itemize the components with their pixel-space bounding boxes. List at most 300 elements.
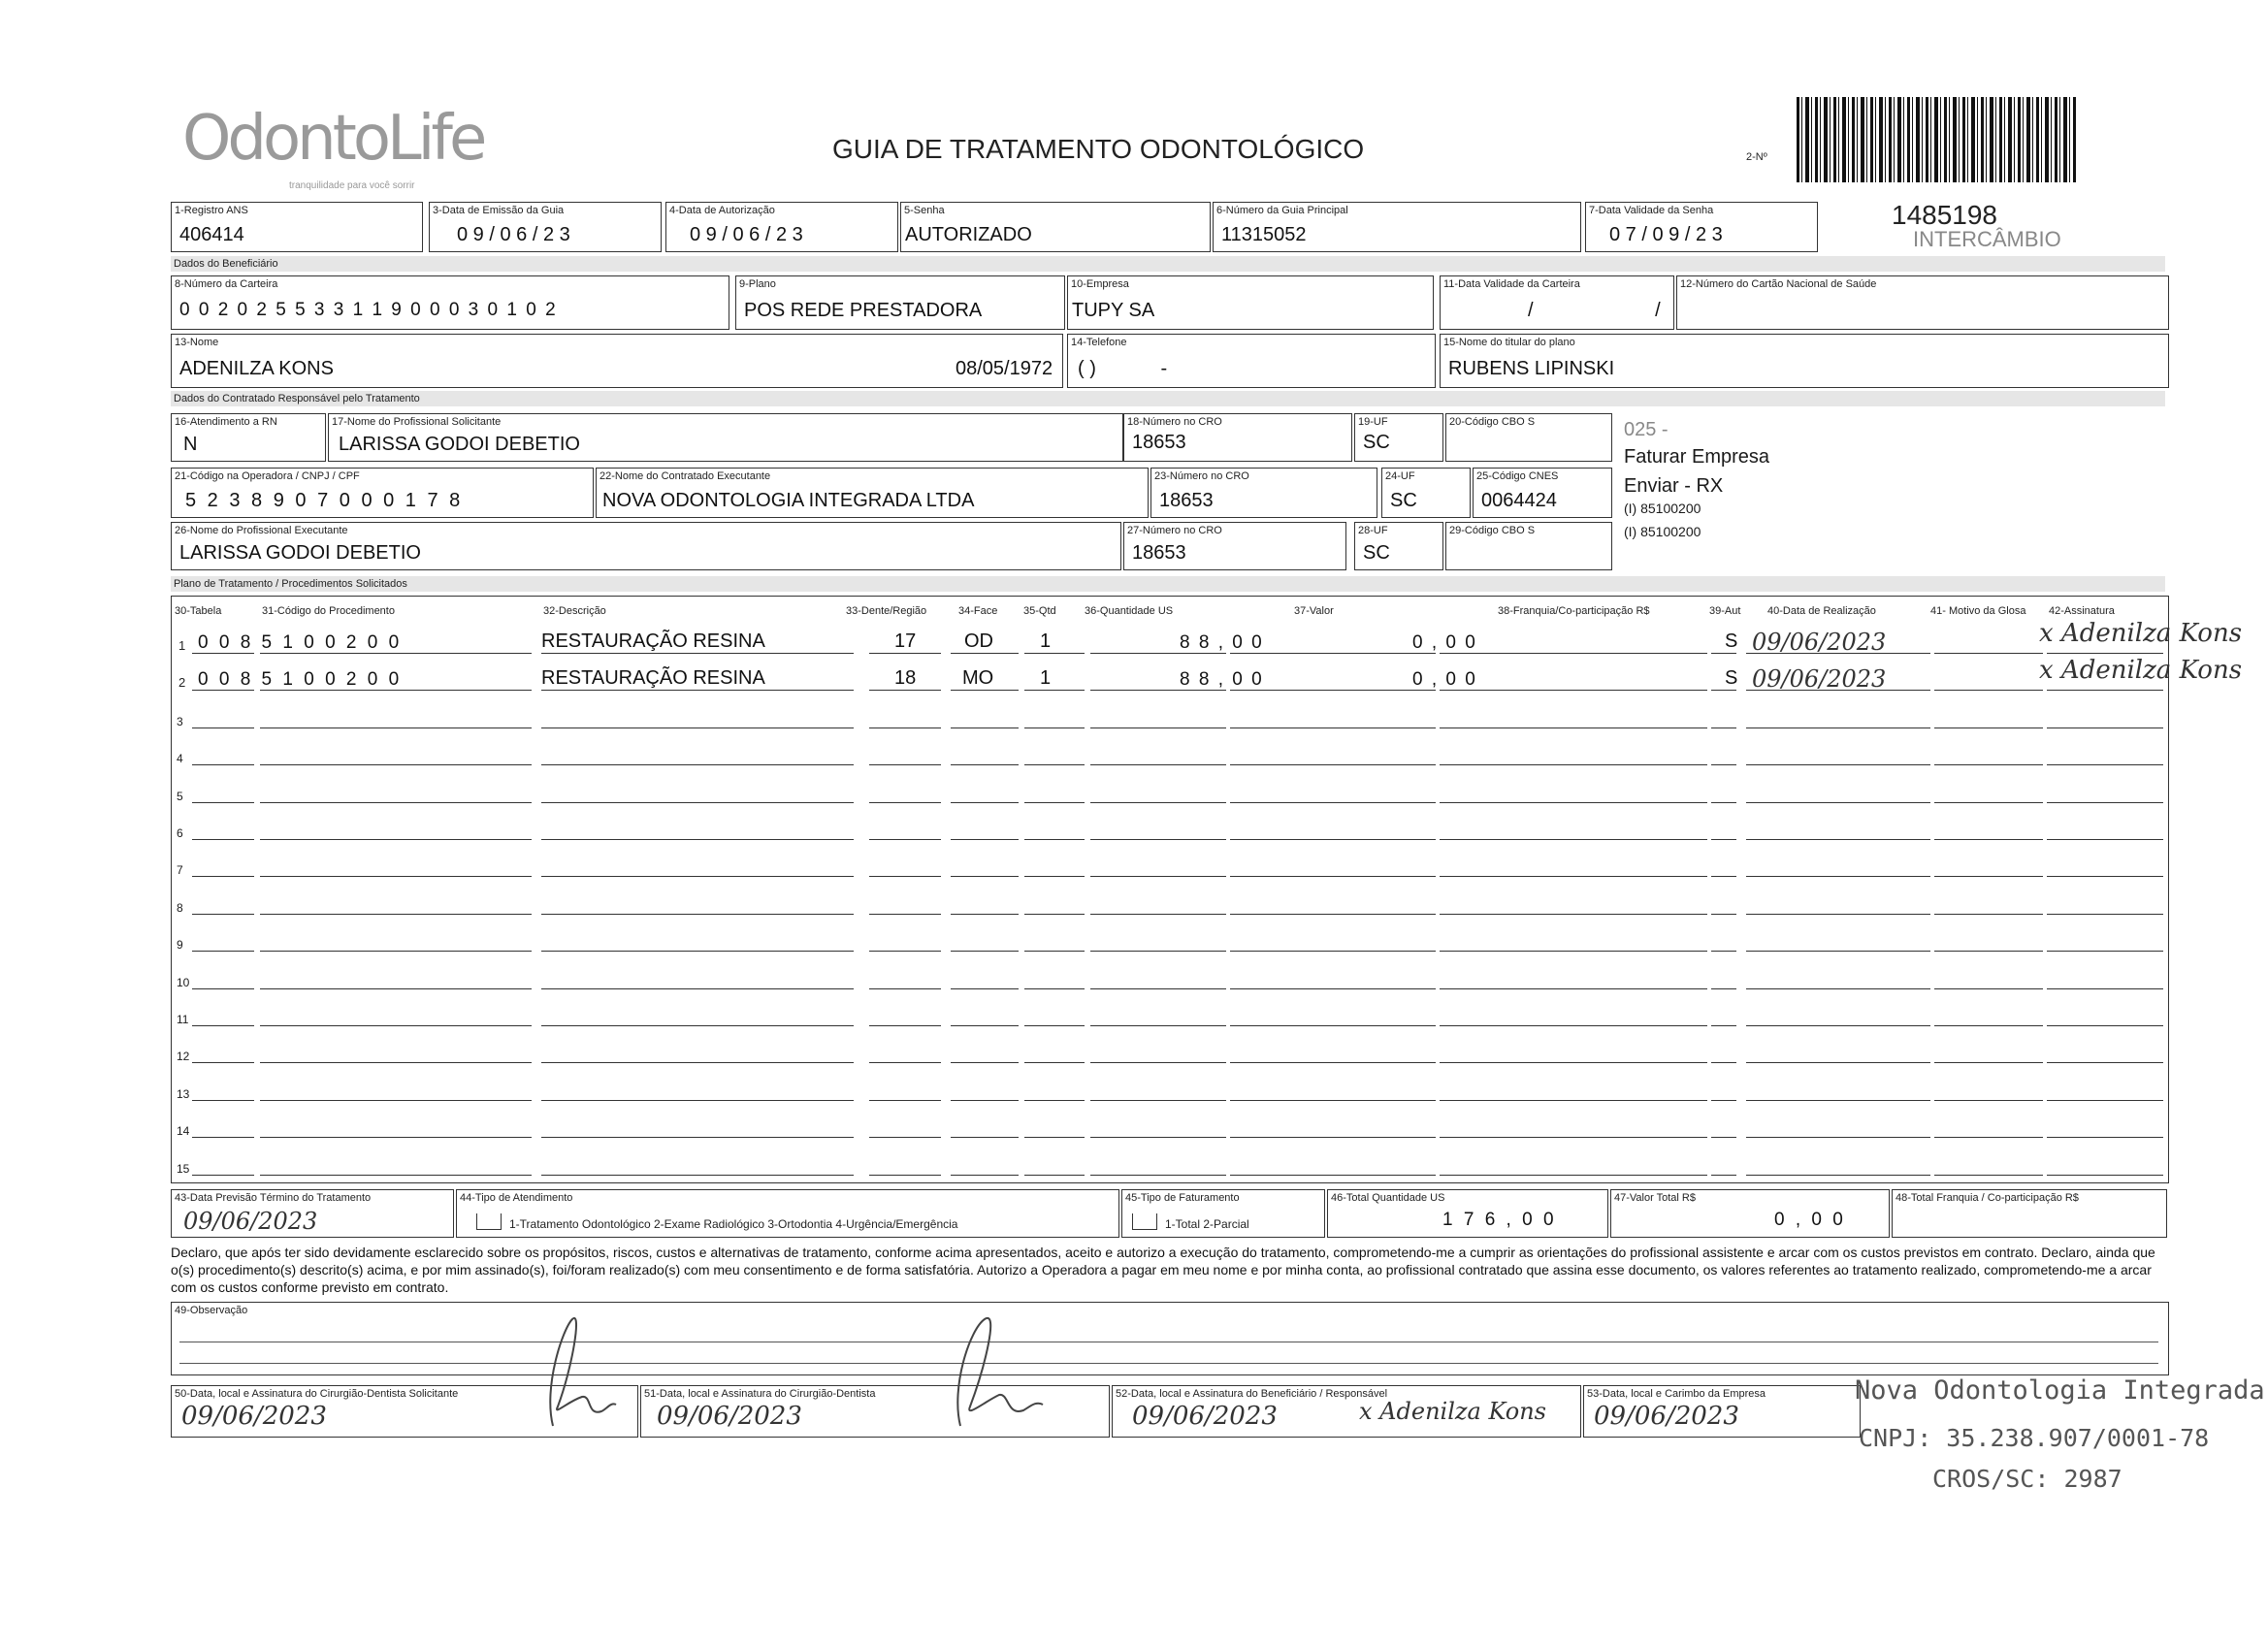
table-cell-line bbox=[2047, 790, 2163, 803]
table-cell-line bbox=[1746, 640, 1930, 654]
table-cell-line bbox=[951, 1087, 1019, 1101]
nascimento-value: 08/05/1972 bbox=[956, 358, 1053, 379]
table-cell-line bbox=[541, 752, 854, 765]
prof-solicitante-value: LARISSA GODOI DEBETIO bbox=[339, 434, 580, 455]
table-cell-line bbox=[1711, 1050, 1736, 1063]
table-cell-line bbox=[1746, 826, 1930, 840]
field-nome: 13-Nome ADENILZA KONS 08/05/1972 bbox=[171, 334, 1063, 388]
table-cell-line bbox=[1230, 715, 1436, 728]
table-cell-line bbox=[1711, 938, 1736, 952]
previsao-value: 09/06/2023 bbox=[183, 1208, 318, 1235]
table-cell-line bbox=[1746, 715, 1930, 728]
table-cell-line bbox=[541, 790, 854, 803]
table-cell-line bbox=[869, 640, 941, 654]
table-cell-line bbox=[1711, 826, 1736, 840]
note-faturar: Faturar Empresa bbox=[1624, 446, 1770, 468]
table-cell-line bbox=[951, 677, 1019, 691]
procedure-row-1: 1 0 0 8 5 1 0 0 2 0 0 RESTAURAÇÃO RESINA 17 OD 1 8 8 , 0 0 0 , 0 0 S 09/06/2023 x Adenilza Kons bbox=[178, 619, 2243, 656]
proc-qtd: 1 bbox=[1040, 667, 1052, 689]
titular-value: RUBENS LIPINSKI bbox=[1448, 358, 1615, 379]
field-cro-18: 18-Número no CRO 18653 bbox=[1123, 413, 1352, 462]
proc-date: 09/06/2023 bbox=[1752, 629, 1887, 656]
table-cell-line bbox=[260, 863, 532, 877]
table-cell-line bbox=[1934, 752, 2043, 765]
table-cell-line bbox=[1230, 938, 1436, 952]
field-cro-23: 23-Número no CRO 18653 bbox=[1150, 468, 1377, 518]
signature-box-52: 52-Data, local e Assinatura do Beneficiário / Responsável 09/06/2023 x Adenilza Kons bbox=[1112, 1385, 1581, 1438]
table-cell-line bbox=[951, 715, 1019, 728]
table-cell-line bbox=[541, 640, 854, 654]
table-cell-line bbox=[541, 1087, 854, 1101]
dentist-signature-2 bbox=[931, 1310, 1048, 1436]
field-valor-total: 47-Valor Total R$ 0 , 0 0 bbox=[1610, 1189, 1890, 1238]
stamp-cros: CROS/SC: 2987 bbox=[1932, 1465, 2122, 1493]
table-cell-line bbox=[1934, 715, 2043, 728]
table-cell-line bbox=[1934, 826, 2043, 840]
table-cell-line bbox=[541, 1013, 854, 1026]
table-cell-line bbox=[1024, 752, 1085, 765]
table-cell-line bbox=[1090, 1087, 1226, 1101]
th-tabela: 30-Tabela bbox=[175, 605, 222, 617]
table-cell-line bbox=[1934, 1162, 2043, 1176]
table-cell-line bbox=[192, 976, 254, 989]
prof-executante-value: LARISSA GODOI DEBETIO bbox=[179, 542, 421, 564]
table-cell-line bbox=[192, 1162, 254, 1176]
table-cell-line bbox=[1440, 640, 1707, 654]
table-cell-line bbox=[2047, 752, 2163, 765]
field-titular: 15-Nome do titular do plano RUBENS LIPINSKI bbox=[1440, 334, 2169, 388]
table-cell-line bbox=[1024, 640, 1085, 654]
field-guia-principal: 6-Número da Guia Principal 11315052 bbox=[1213, 202, 1581, 252]
table-cell-line bbox=[192, 640, 254, 654]
table-cell-line bbox=[192, 752, 254, 765]
table-cell-line bbox=[1230, 863, 1436, 877]
proc-date: 09/06/2023 bbox=[1752, 665, 1887, 693]
field-contratado: 22-Nome do Contratado Executante NOVA ODONTOLOGIA INTEGRADA LTDA bbox=[596, 468, 1149, 518]
table-cell-line bbox=[1024, 1050, 1085, 1063]
table-cell-line bbox=[2047, 1050, 2163, 1063]
field-cod-operadora: 21-Código na Operadora / CNPJ / CPF 5 2 3 8 9 0 7 0 0 0 1 7 8 bbox=[171, 468, 594, 518]
table-cell-line bbox=[951, 863, 1019, 877]
proc-code: 0 0 8 5 1 0 0 2 0 0 bbox=[198, 669, 403, 690]
table-cell-line bbox=[1711, 901, 1736, 915]
table-cell-line bbox=[1934, 938, 2043, 952]
field-numero-carteira: 8-Número da Carteira 0 0 2 0 2 5 5 3 3 1 1 9 0 0 0 3 0 1 0 2 bbox=[171, 275, 729, 330]
table-cell-line bbox=[260, 1013, 532, 1026]
tipo-atendimento-checkbox[interactable] bbox=[476, 1213, 502, 1230]
table-cell-line bbox=[541, 938, 854, 952]
table-cell-line bbox=[869, 715, 941, 728]
field-registro-ans: 1-Registro ANS 406414 bbox=[171, 202, 423, 252]
proc-code: 0 0 8 5 1 0 0 2 0 0 bbox=[198, 632, 403, 653]
logo-tagline: tranquilidade para você sorrir bbox=[289, 180, 415, 191]
table-cell-line bbox=[1230, 790, 1436, 803]
table-cell-line bbox=[192, 790, 254, 803]
table-cell-line bbox=[260, 677, 532, 691]
field-senha: 5-Senha AUTORIZADO bbox=[900, 202, 1211, 252]
atendimento-rn-value: N bbox=[183, 434, 198, 455]
table-cell-line bbox=[541, 1124, 854, 1138]
table-cell-line bbox=[951, 901, 1019, 915]
field-cnes: 25-Código CNES 0064424 bbox=[1473, 468, 1612, 518]
table-cell-line bbox=[1711, 976, 1736, 989]
logo-text: OdontoLife bbox=[182, 103, 484, 175]
table-cell-line bbox=[2047, 1162, 2163, 1176]
field-uf-24: 24-UF SC bbox=[1381, 468, 1471, 518]
table-cell-line bbox=[1090, 752, 1226, 765]
table-cell-line bbox=[1746, 938, 1930, 952]
table-cell-line bbox=[1934, 901, 2043, 915]
table-cell-line bbox=[1746, 901, 1930, 915]
table-cell-line bbox=[1230, 640, 1436, 654]
table-cell-line bbox=[541, 826, 854, 840]
table-cell-line bbox=[2047, 826, 2163, 840]
table-cell-line bbox=[1090, 976, 1226, 989]
barcode bbox=[1797, 97, 2078, 182]
table-cell-line bbox=[1230, 677, 1436, 691]
table-cell-line bbox=[1746, 677, 1930, 691]
proc-signature: x Adenilza Kons bbox=[2039, 619, 2243, 648]
table-cell-line bbox=[1440, 976, 1707, 989]
nome-value: ADENILZA KONS bbox=[179, 358, 334, 379]
row-number: 5 bbox=[177, 789, 183, 803]
note-enviar: Enviar - RX bbox=[1624, 475, 1724, 497]
table-cell-line bbox=[1746, 863, 1930, 877]
signature-53-date: 09/06/2023 bbox=[1594, 1402, 1739, 1431]
proc-signature: x Adenilza Kons bbox=[2039, 656, 2243, 685]
intercambio-text: INTERCÂMBIO bbox=[1913, 227, 2061, 251]
table-cell-line bbox=[1440, 677, 1707, 691]
row-number: 3 bbox=[177, 714, 183, 728]
table-cell-line bbox=[1711, 1087, 1736, 1101]
contratado-value: NOVA ODONTOLOGIA INTEGRADA LTDA bbox=[602, 490, 975, 511]
table-cell-line bbox=[1934, 863, 2043, 877]
field-plano: 9-Plano POS REDE PRESTADORA bbox=[735, 275, 1065, 330]
field-telefone: 14-Telefone ( ) - bbox=[1067, 334, 1436, 388]
table-cell-line bbox=[1024, 938, 1085, 952]
table-cell-line bbox=[1711, 1124, 1736, 1138]
table-cell-line bbox=[1934, 1124, 2043, 1138]
table-cell-line bbox=[1934, 1013, 2043, 1026]
proc-aut: S bbox=[1725, 630, 1738, 652]
section-beneficiario: Dados do Beneficiário bbox=[171, 256, 2165, 272]
table-cell-line bbox=[2047, 863, 2163, 877]
table-cell-line bbox=[869, 863, 941, 877]
field-data-emissao: 3-Data de Emissão da Guia 0 9 / 0 6 / 2 3 bbox=[429, 202, 662, 252]
stamp-name: Nova Odontologia Integrada bbox=[1855, 1375, 2265, 1406]
form-title: GUIA DE TRATAMENTO ODONTOLÓGICO bbox=[832, 134, 1365, 164]
table-cell-line bbox=[1230, 1124, 1436, 1138]
table-cell-line bbox=[1746, 1162, 1930, 1176]
table-cell-line bbox=[869, 1124, 941, 1138]
table-cell-line bbox=[869, 790, 941, 803]
row-number: 4 bbox=[177, 752, 183, 766]
table-cell-line bbox=[192, 1013, 254, 1026]
table-cell-line bbox=[1230, 1087, 1436, 1101]
table-cell-line bbox=[951, 1162, 1019, 1176]
table-cell-line bbox=[192, 826, 254, 840]
table-cell-line bbox=[1746, 1087, 1930, 1101]
proc-desc: RESTAURAÇÃO RESINA bbox=[541, 667, 765, 689]
table-cell-line bbox=[951, 790, 1019, 803]
table-cell-line bbox=[1230, 1050, 1436, 1063]
signature-box-50: 50-Data, local e Assinatura do Cirurgião-Dentista Solicitante 09/06/2023 bbox=[171, 1385, 638, 1438]
table-cell-line bbox=[869, 826, 941, 840]
table-cell-line bbox=[1090, 677, 1226, 691]
th-aut: 39-Aut bbox=[1709, 605, 1741, 617]
table-cell-line bbox=[951, 1050, 1019, 1063]
field-tipo-faturamento: 45-Tipo de Faturamento 1-Total 2-Parcial bbox=[1121, 1189, 1325, 1238]
telefone-value: ( ) - bbox=[1078, 358, 1168, 379]
table-cell-line bbox=[192, 938, 254, 952]
th-valor: 37-Valor bbox=[1294, 605, 1334, 617]
table-cell-line bbox=[1711, 715, 1736, 728]
proc-face: MO bbox=[962, 667, 994, 689]
plano-value: POS REDE PRESTADORA bbox=[744, 300, 983, 321]
table-cell-line bbox=[1090, 826, 1226, 840]
table-cell-line bbox=[1024, 677, 1085, 691]
table-cell-line bbox=[192, 677, 254, 691]
table-cell-line bbox=[2047, 640, 2163, 654]
table-cell-line bbox=[1440, 752, 1707, 765]
signature-box-51: 51-Data, local e Assinatura do Cirurgião-Dentista 09/06/2023 bbox=[640, 1385, 1110, 1438]
table-cell-line bbox=[1024, 826, 1085, 840]
registro-ans-value: 406414 bbox=[179, 224, 244, 245]
data-autorizacao-value: 0 9 / 0 6 / 2 3 bbox=[690, 224, 803, 245]
odontolife-logo bbox=[182, 103, 484, 192]
field-observacao[interactable]: 49-Observação bbox=[171, 1302, 2169, 1375]
total-us-value: 1 7 6 , 0 0 bbox=[1442, 1210, 1557, 1230]
table-cell-line bbox=[2047, 1013, 2163, 1026]
field-cro-27: 27-Número no CRO 18653 bbox=[1123, 522, 1346, 570]
table-cell-line bbox=[1440, 1013, 1707, 1026]
row-number: 8 bbox=[177, 900, 183, 915]
table-cell-line bbox=[1440, 715, 1707, 728]
table-cell-line bbox=[1711, 752, 1736, 765]
table-cell-line bbox=[1024, 1013, 1085, 1026]
field-previsao: 43-Data Previsão Término do Tratamento 09/06/2023 bbox=[171, 1189, 454, 1238]
validade-senha-value: 0 7 / 0 9 / 2 3 bbox=[1609, 224, 1723, 245]
cro-23-value: 18653 bbox=[1159, 490, 1214, 511]
table-cell-line bbox=[260, 1162, 532, 1176]
signature-51-date: 09/06/2023 bbox=[657, 1402, 802, 1431]
table-cell-line bbox=[1711, 640, 1736, 654]
table-cell-line bbox=[1746, 976, 1930, 989]
table-cell-line bbox=[2047, 976, 2163, 989]
table-cell-line bbox=[1934, 790, 2043, 803]
table-cell-line bbox=[951, 1013, 1019, 1026]
table-cell-line bbox=[260, 976, 532, 989]
table-cell-line bbox=[260, 752, 532, 765]
table-cell-line bbox=[1090, 863, 1226, 877]
table-cell-line bbox=[951, 640, 1019, 654]
table-cell-line bbox=[541, 715, 854, 728]
table-cell-line bbox=[1090, 1162, 1226, 1176]
field-prof-solicitante: 17-Nome do Profissional Solicitante LARISSA GODOI DEBETIO bbox=[328, 413, 1123, 462]
table-cell-line bbox=[192, 1124, 254, 1138]
proc-tooth: 17 bbox=[894, 630, 917, 652]
table-cell-line bbox=[1090, 938, 1226, 952]
table-cell-line bbox=[869, 1162, 941, 1176]
th-data-realizacao: 40-Data de Realização bbox=[1767, 605, 1876, 617]
table-cell-line bbox=[260, 1124, 532, 1138]
table-cell-line bbox=[1024, 901, 1085, 915]
empresa-value: TUPY SA bbox=[1072, 300, 1155, 321]
guide-number: 1485198 bbox=[1892, 200, 1998, 230]
th-franquia: 38-Franquia/Co-participação R$ bbox=[1498, 605, 1650, 617]
field-total-us: 46-Total Quantidade US 1 7 6 , 0 0 bbox=[1327, 1189, 1608, 1238]
table-cell-line bbox=[192, 1087, 254, 1101]
row-number: 12 bbox=[177, 1050, 190, 1064]
note-phone1: (I) 85100200 bbox=[1624, 501, 1701, 516]
table-cell-line bbox=[260, 938, 532, 952]
th-descricao: 32-Descrição bbox=[543, 605, 606, 617]
guia-principal-value: 11315052 bbox=[1221, 224, 1307, 245]
table-cell-line bbox=[260, 1087, 532, 1101]
table-cell-line bbox=[1230, 976, 1436, 989]
proc-us: 8 8 , 0 0 bbox=[1180, 632, 1264, 653]
note-phone2: (I) 85100200 bbox=[1624, 524, 1701, 539]
table-cell-line bbox=[1711, 863, 1736, 877]
table-cell-line bbox=[869, 752, 941, 765]
table-cell-line bbox=[1024, 790, 1085, 803]
table-cell-line bbox=[869, 901, 941, 915]
table-cell-line bbox=[1746, 1013, 1930, 1026]
note-code: 025 - bbox=[1624, 419, 1669, 440]
table-cell-line bbox=[1090, 1050, 1226, 1063]
th-qtd: 35-Qtd bbox=[1023, 605, 1056, 617]
section-contratado: Dados do Contratado Responsável pelo Tratamento bbox=[171, 391, 2165, 406]
field-validade-carteira: 11-Data Validade da Carteira / / bbox=[1440, 275, 1674, 330]
signature-52-date: 09/06/2023 bbox=[1132, 1402, 1278, 1431]
table-cell-line bbox=[2047, 938, 2163, 952]
table-cell-line bbox=[1024, 1162, 1085, 1176]
table-cell-line bbox=[1934, 1087, 2043, 1101]
table-cell-line bbox=[541, 976, 854, 989]
th-motivo-glosa: 41- Motivo da Glosa bbox=[1930, 605, 2026, 617]
field-uf-28: 28-UF SC bbox=[1354, 522, 1443, 570]
table-cell-line bbox=[1440, 938, 1707, 952]
field-prof-executante: 26-Nome do Profissional Executante LARISSA GODOI DEBETIO bbox=[171, 522, 1121, 570]
field-cartao-nacional: 12-Número do Cartão Nacional de Saúde bbox=[1676, 275, 2169, 330]
th-assinatura: 42-Assinatura bbox=[2049, 605, 2115, 617]
table-cell-line bbox=[1230, 1013, 1436, 1026]
proc-desc: RESTAURAÇÃO RESINA bbox=[541, 630, 765, 652]
field-tipo-atendimento: 44-Tipo de Atendimento 1-Tratamento Odontológico 2-Exame Radiológico 3-Ortodontia 4-Urgência/Emergência bbox=[456, 1189, 1119, 1238]
table-cell-line bbox=[1440, 1124, 1707, 1138]
row-number: 9 bbox=[177, 938, 183, 953]
table-cell-line bbox=[1024, 1124, 1085, 1138]
declaration-text: Declaro, que após ter sido devidamente esclarecido sobre os propósitos, riscos, custos e alternativas de tratamento, conforme acima apresentados, aceito e autorizo a execução do tratamento, comprometendo-me a cumprir as orientações do profissional assistente e arcar com os custos previstos em contrato. Declaro, ainda que o(s) procedimento(s) descrito(s) acima, e por mim assinado(s), foi/foram realizado(s) com meu consentimento e de forma satisfatória. Autorizo a Operadora a pagar em meu nome e por minha conta, ao profissional contratado que assina esse documento, os valores referentes ao tratamento realizado, comprometendo-me a arcar com os custos conforme previsto em contrato. bbox=[171, 1245, 2155, 1295]
table-cell-line bbox=[541, 1050, 854, 1063]
table-cell-line bbox=[260, 715, 532, 728]
table-cell-line bbox=[1440, 863, 1707, 877]
table-cell-line bbox=[1440, 901, 1707, 915]
row-number: 10 bbox=[177, 975, 190, 989]
table-cell-line bbox=[951, 976, 1019, 989]
signature-52-name: x Adenilza Kons bbox=[1359, 1398, 1546, 1425]
data-emissao-value: 0 9 / 0 6 / 2 3 bbox=[457, 224, 570, 245]
tipo-faturamento-checkbox[interactable] bbox=[1132, 1213, 1157, 1230]
table-cell-line bbox=[1711, 1013, 1736, 1026]
table-cell-line bbox=[869, 677, 941, 691]
table-cell-line bbox=[1230, 1162, 1436, 1176]
table-cell-line bbox=[2047, 715, 2163, 728]
guide-no-label: 2-Nº bbox=[1746, 151, 1767, 163]
table-cell-line bbox=[1934, 640, 2043, 654]
table-cell-line bbox=[1934, 677, 2043, 691]
table-cell-line bbox=[260, 790, 532, 803]
table-cell-line bbox=[1440, 1050, 1707, 1063]
field-atendimento-rn: 16-Atendimento a RN N bbox=[171, 413, 326, 462]
table-cell-line bbox=[1090, 901, 1226, 915]
th-quant-us: 36-Quantidade US bbox=[1085, 605, 1174, 617]
cod-operadora-value: 5 2 3 8 9 0 7 0 0 0 1 7 8 bbox=[185, 490, 464, 511]
table-cell-line bbox=[541, 677, 854, 691]
valor-total-value: 0 , 0 0 bbox=[1774, 1210, 1846, 1230]
field-cbo-20: 20-Código CBO S bbox=[1445, 413, 1612, 462]
th-codigo: 31-Código do Procedimento bbox=[262, 605, 395, 617]
table-cell-line bbox=[192, 1050, 254, 1063]
table-cell-line bbox=[951, 938, 1019, 952]
table-cell-line bbox=[869, 938, 941, 952]
table-cell-line bbox=[1440, 1162, 1707, 1176]
table-cell-line bbox=[541, 863, 854, 877]
table-cell-line bbox=[1090, 1124, 1226, 1138]
field-uf-19: 19-UF SC bbox=[1354, 413, 1443, 462]
table-cell-line bbox=[1024, 715, 1085, 728]
proc-valor: 0 , 0 0 bbox=[1412, 632, 1477, 653]
table-cell-line bbox=[2047, 901, 2163, 915]
dentist-signature-1 bbox=[514, 1310, 621, 1436]
th-face: 34-Face bbox=[958, 605, 998, 617]
table-cell-line bbox=[541, 901, 854, 915]
table-cell-line bbox=[1934, 976, 2043, 989]
table-cell-line bbox=[260, 1050, 532, 1063]
table-cell-line bbox=[1440, 790, 1707, 803]
table-cell-line bbox=[1746, 752, 1930, 765]
table-cell-line bbox=[1090, 715, 1226, 728]
table-cell-line bbox=[869, 976, 941, 989]
numero-carteira-value: 0 0 2 0 2 5 5 3 3 1 1 9 0 0 0 3 0 1 0 2 bbox=[179, 300, 558, 320]
table-cell-line bbox=[1024, 863, 1085, 877]
proc-face: OD bbox=[964, 630, 993, 652]
stamp-cnpj: CNPJ: 35.238.907/0001-78 bbox=[1859, 1424, 2210, 1452]
validade-carteira-value: / / bbox=[1528, 300, 1719, 321]
table-cell-line bbox=[1230, 826, 1436, 840]
table-cell-line bbox=[951, 752, 1019, 765]
table-cell-line bbox=[2047, 1124, 2163, 1138]
proc-us: 8 8 , 0 0 bbox=[1180, 669, 1264, 690]
row-number: 13 bbox=[177, 1086, 190, 1101]
procedure-row-2: 2 0 0 8 5 1 0 0 2 0 0 RESTAURAÇÃO RESINA 18 MO 1 8 8 , 0 0 0 , 0 0 S 09/06/2023 x Adenilza Kons bbox=[178, 656, 2243, 693]
table-cell-line bbox=[2047, 1087, 2163, 1101]
proc-valor: 0 , 0 0 bbox=[1412, 669, 1477, 690]
table-cell-line bbox=[1440, 1087, 1707, 1101]
row-number: 11 bbox=[177, 1013, 189, 1026]
table-cell-line bbox=[1230, 901, 1436, 915]
table-cell-line bbox=[951, 826, 1019, 840]
proc-tooth: 18 bbox=[894, 667, 917, 689]
signature-50-date: 09/06/2023 bbox=[181, 1402, 327, 1431]
table-cell-line bbox=[192, 863, 254, 877]
cnes-value: 0064424 bbox=[1481, 490, 1557, 511]
uf-28-value: SC bbox=[1363, 542, 1390, 564]
tipo-atendimento-options: 1-Tratamento Odontológico 2-Exame Radiológico 3-Ortodontia 4-Urgência/Emergência bbox=[509, 1217, 958, 1231]
table-cell-line bbox=[1711, 790, 1736, 803]
table-cell-line bbox=[1746, 790, 1930, 803]
tipo-faturamento-options: 1-Total 2-Parcial bbox=[1165, 1217, 1249, 1231]
